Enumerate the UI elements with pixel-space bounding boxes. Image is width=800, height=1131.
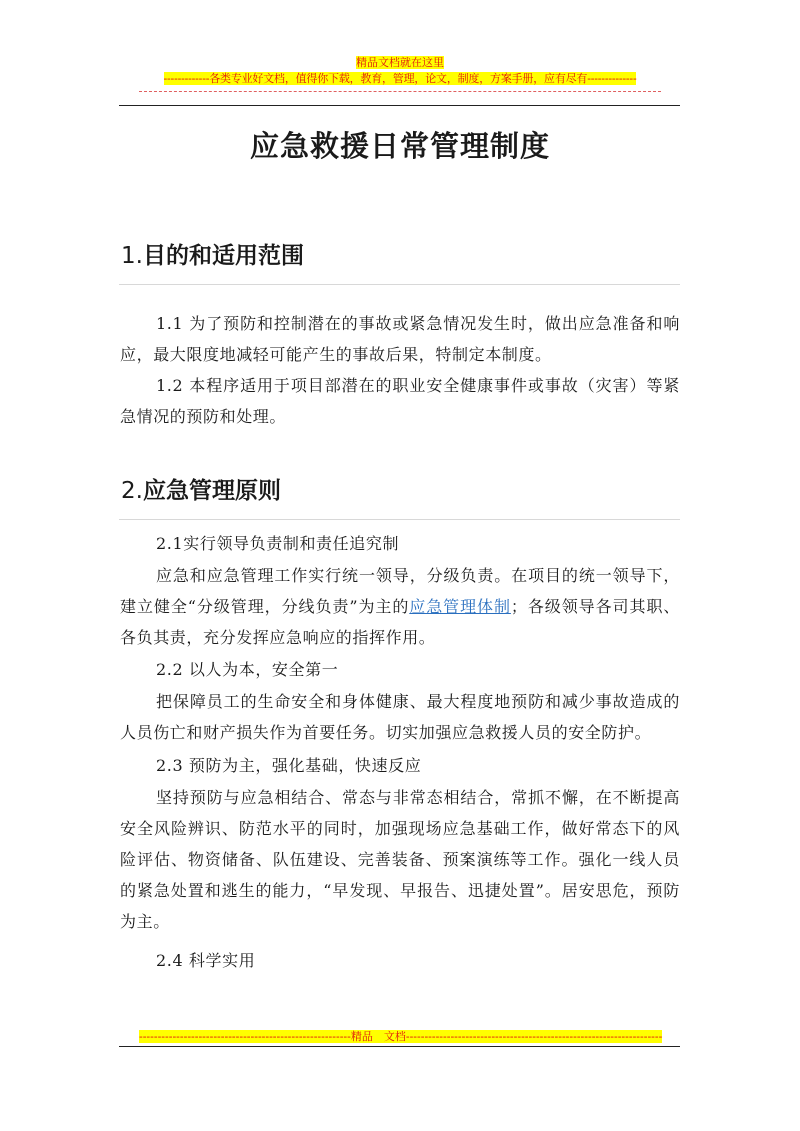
paragraph-2-3: 坚持预防与应急相结合、常态与非常态相结合，常抓不懈，在不断提高安全风险辨识、防范水平的同时，加强现场应急基础工作，做好常态下的风险评估、物资储备、队伍建设、完善装备、预案演练等工作。强化一线人员的紧急处置和逃生的能力，“早发现、早报告、迅捷处置”。居安思危，预防为主。	[120, 788, 680, 931]
subheading-2-4: 2.4 科学实用	[156, 951, 256, 970]
section-1-divider	[119, 284, 680, 285]
paragraph-2-2: 把保障员工的生命安全和身体健康、最大程度地预防和减少事故造成的人员伤亡和财产损失作为首要任务。切实加强应急救援人员的安全防护。	[120, 692, 680, 742]
paragraph-2-1-text-b: ；各级领导各司其职、各负其责，充分发挥应急响应的指挥作用。	[120, 597, 680, 647]
section-2-heading	[121, 475, 281, 507]
section-2-title: 应急管理原则	[142, 478, 281, 504]
subheading-2-2: 2.2 以人为本，安全第一	[156, 660, 339, 679]
section-2-number: 2.	[121, 478, 143, 504]
footer-rule	[119, 1046, 680, 1047]
subheading-2-1: 2.1实行领导负责制和责任追究制	[156, 534, 400, 553]
header-banner: -------------各类专业好文档，值得你下载，教育，管理，论文，制度，方案手册，应有尽有--------------	[163, 72, 637, 85]
paragraph-1-1: 1.1 为了预防和控制潜在的事故或紧急情况发生时，做出应急准备和响应，最大限度地减轻可能产生的事故后果，特制定本制度。	[120, 314, 680, 364]
section-1-title: 目的和适用范围	[142, 243, 304, 269]
section-1-heading	[121, 240, 304, 272]
emergency-management-system-link[interactable]: 应急管理体制	[409, 597, 511, 616]
paragraph-2-1	[120, 560, 680, 653]
footer-banner: ---------------------------------------------------------精品 文档---------------------------------------------------------------------	[139, 1030, 663, 1043]
document-title: 应急救援日常管理制度	[249, 129, 550, 163]
section-2-divider	[119, 519, 680, 520]
paragraph-1-2: 1.2 本程序适用于项目部潜在的职业安全健康事件或事故（灾害）等紧急情况的预防和处理。	[120, 376, 680, 426]
subheading-2-3: 2.3 预防为主，强化基础，快速反应	[156, 756, 422, 775]
section-1-number: 1.	[121, 243, 143, 269]
paragraph-2-1-text-a: 应急和应急管理工作实行统一领导，分级负责。在项目的统一领导下，建立健全“分级管理，分线负责”为主的	[120, 566, 680, 616]
header-dashed-divider	[139, 91, 661, 92]
header-rule	[119, 105, 680, 106]
header-tagline: 精品文档就在这里	[356, 56, 444, 69]
